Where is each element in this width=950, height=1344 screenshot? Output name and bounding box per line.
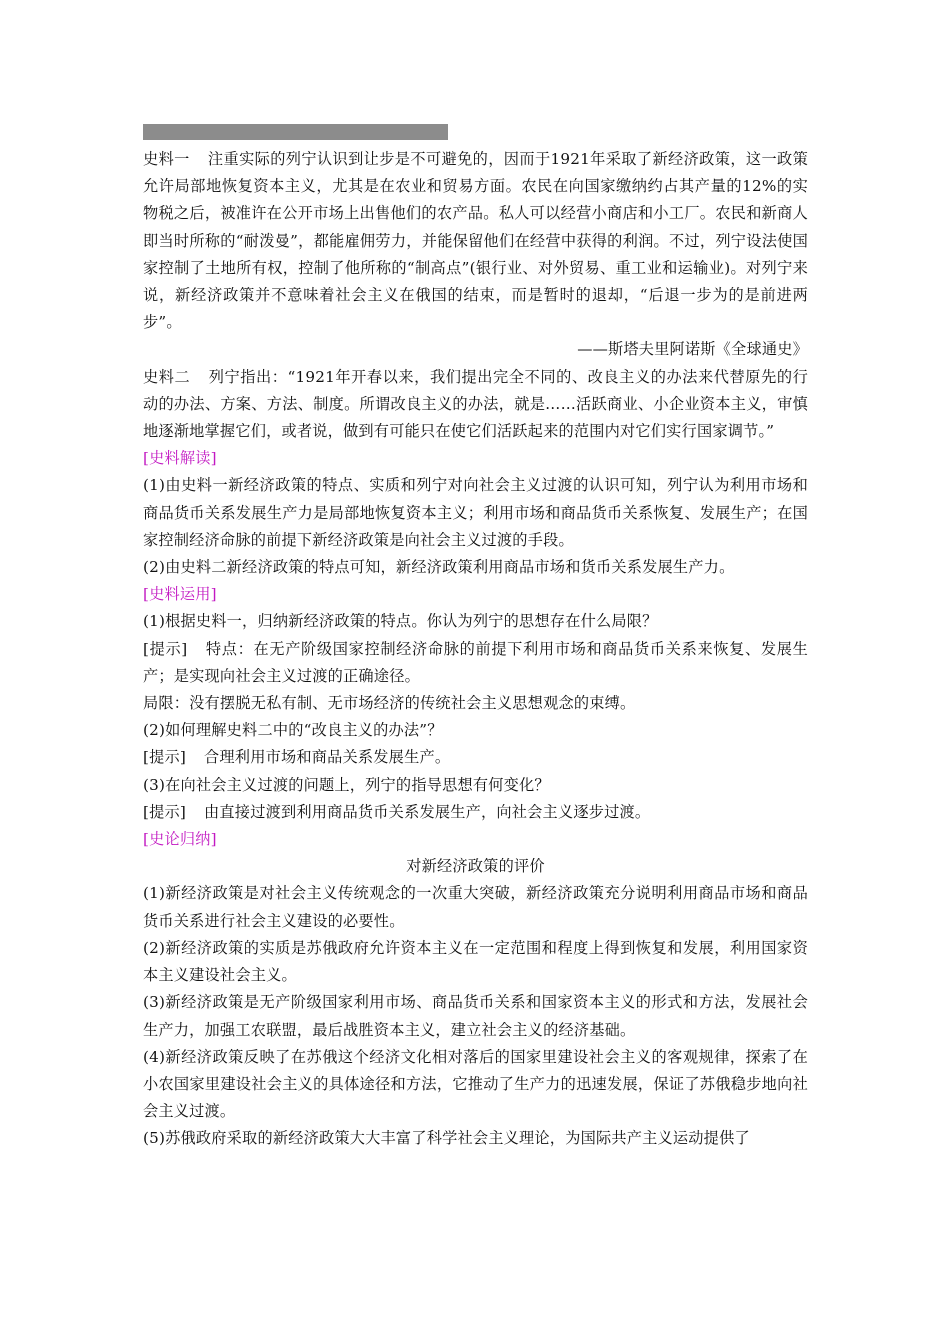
answer-2-text: 合理利用市场和商品关系发展生产。 xyxy=(204,748,451,767)
answer-3 xyxy=(143,799,808,826)
question-1: (1)根据史料一，归纳新经济政策的特点。你认为列宁的思想存在什么局限？ xyxy=(143,612,658,631)
hint-tag: [提示] xyxy=(143,802,187,821)
hint-tag: [提示] xyxy=(143,748,187,767)
material-1-source: ——斯塔夫里阿诺斯《全球通史》 xyxy=(577,340,808,359)
answer-3-text: 由直接过渡到利用商品货币关系发展生产，向社会主义逐步过渡。 xyxy=(204,802,651,821)
document-body xyxy=(143,146,808,1153)
summary-label: [史论归纳] xyxy=(143,830,217,849)
material-1 xyxy=(143,146,808,336)
answer-1 xyxy=(143,636,808,690)
answer-2 xyxy=(143,744,808,771)
summary-title: 对新经济政策的评价 xyxy=(406,857,545,876)
summary-item-2: (2)新经济政策的实质是苏俄政府允许资本主义在一定范围和程度上得到恢复和发展，利用国家资本主义建设社会主义。 xyxy=(143,938,808,985)
summary-item-3: (3)新经济政策是无产阶级国家利用市场、商品货币关系和国家资本主义的形式和方法，发展社会生产力，加强工农联盟，最后战胜资本主义，建立社会主义的经济基础。 xyxy=(143,993,808,1039)
material-1-text: 注重实际的列宁认识到让步是不可避免的，因而于1921年采取了新经济政策，这一政策允许局部地恢复资本主义，尤其是在农业和贸易方面。农民在向国家缴纳约占其产量的12%的实物税之后，被准许在公开市场上出售他们的农产品。私人可以经营小商店和小工厂。农民和新商人即当时所称的“耐泼曼”，都能雇佣劳力，并能保留他们在经营中获得的利润。不过，列宁设法使国家控制了土地所有权，控制了他所称的“制高点”(银行业、对外贸易、重工业和运输业)。对列宁来说，新经济政策并不意味着社会主义在俄国的结束，而是暂时的退却，“后退一步为的是前进两步”。 xyxy=(143,150,809,332)
summary-item-1: (1)新经济政策是对社会主义传统观念的一次重大突破，新经济政策充分说明利用商品市场和商品货币关系进行社会主义建设的必要性。 xyxy=(143,884,808,930)
material-2-text: 列宁指出：“1921年开春以来，我们提出完全不同的、改良主义的办法来代替原先的行动的办法、方案、方法、制度。所谓改良主义的办法，就是……活跃商业、小企业资本主义，审慎地逐渐地掌握它们，或者说，做到有可能只在使它们活跃起来的范围内对它们实行国家调节。” xyxy=(143,367,808,441)
question-3: (3)在向社会主义过渡的问题上，列宁的指导思想有何变化？ xyxy=(143,775,550,794)
answer-1-text: 特点：在无产阶级国家控制经济命脉的前提下利用市场和商品货币关系来恢复、发展生产；是实现向社会主义过渡的正确途径。 xyxy=(143,639,808,685)
summary-item-5: (5)苏俄政府采取的新经济政策大大丰富了科学社会主义理论，为国际共产主义运动提供了 xyxy=(143,1129,750,1148)
summary-item-4: (4)新经济政策反映了在苏俄这个经济文化相对落后的国家里建设社会主义的客观规律，探索了在小农国家里建设社会主义的具体途径和方法，它推动了生产力的迅速发展，保证了苏俄稳步地向社会主义过渡。 xyxy=(143,1047,808,1121)
application-label: [史料运用] xyxy=(143,585,217,604)
interpretation-label: [史料解读] xyxy=(143,449,217,468)
material-2-label: 史料二 xyxy=(143,367,191,386)
hint-tag: [提示] xyxy=(143,639,188,658)
material-2 xyxy=(143,364,808,446)
answer-1-limitation: 局限：没有摆脱无私有制、无市场经济的传统社会主义思想观念的束缚。 xyxy=(143,694,636,713)
redacted-title-bar xyxy=(143,124,448,140)
material-1-label: 史料一 xyxy=(143,150,190,168)
interpretation-item-1: (1)由史料一新经济政策的特点、实质和列宁对向社会主义过渡的认识可知，列宁认为利用市场和商品货币关系发展生产力是局部地恢复资本主义；利用市场和商品货币关系恢复、发展生产；在国家控制经济命脉的前提下新经济政策是向社会主义过渡的手段。 xyxy=(143,476,808,549)
interpretation-item-2: (2)由史料二新经济政策的特点可知，新经济政策利用商品市场和货币关系发展生产力。 xyxy=(143,558,735,577)
question-2: (2)如何理解史料二中的“改良主义的办法”？ xyxy=(143,721,443,740)
